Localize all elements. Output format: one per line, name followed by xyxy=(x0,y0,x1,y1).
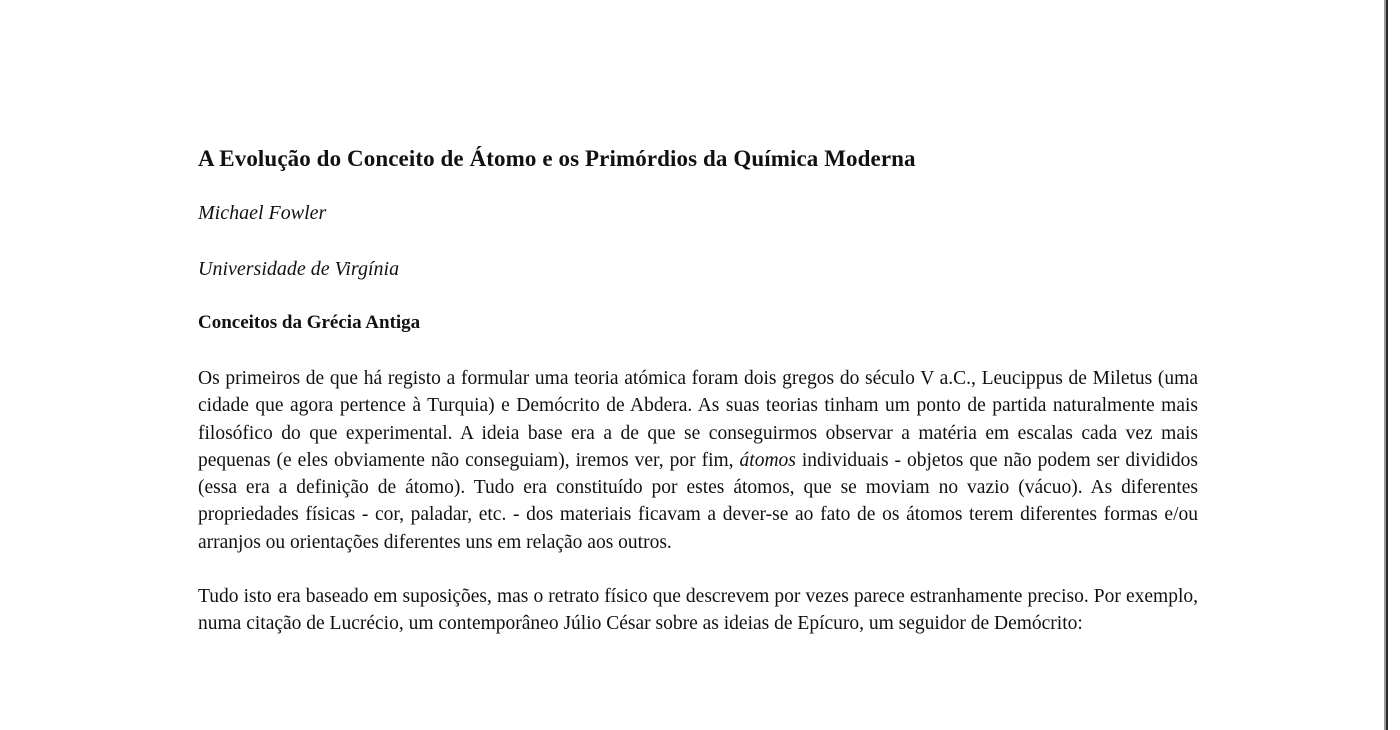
paragraph-1-text-start: Os primeiros de que há registo a formular uma teoria atómica foram dois gregos do século V a.C., Leucippus de Miletus (uma cidade que agora pertence à Turquia) e Demócrito de Abdera. As suas teorias tinham um ponto de partida naturalmente mais filosófico do que experimental. A ideia base era a de que se conseguirmos observar a matéria em escalas cada vez mais pequenas (e eles obviamente não conseguiam), iremos ver, por fim, xyxy=(198,368,1198,471)
author-affiliation: Universidade de Virgínia xyxy=(198,258,400,280)
body-paragraph-1 xyxy=(198,365,1198,556)
author-name: Michael Fowler xyxy=(198,202,327,224)
page-edge xyxy=(1386,0,1400,730)
document-content xyxy=(198,142,1198,638)
document-title: A Evolução do Conceito de Átomo e os Primórdios da Química Moderna xyxy=(198,146,916,171)
body-paragraph-2: Tudo isto era baseado em suposições, mas o retrato físico que descrevem por vezes parece estranhamente preciso. Por exemplo, numa citação de Lucrécio, um contemporâneo Júlio César sobre as ideias de Epícuro, um seguidor de Demócrito: xyxy=(198,586,1198,635)
paragraph-1-italic-term: átomos xyxy=(739,449,796,471)
section-heading: Conceitos da Grécia Antiga xyxy=(198,312,421,333)
paragraph-1-text-end: individuais - objetos que não podem ser divididos (essa era a definição de átomo). Tudo era constituído por estes átomos, que se moviam no vazio (vácuo). As diferentes propriedades físicas - cor, paladar, etc. - dos materiais ficavam a dever-se ao fato de os átomos terem diferentes formas e/ou arranjos ou orientações diferentes uns em relação aos outros. xyxy=(198,449,1198,553)
